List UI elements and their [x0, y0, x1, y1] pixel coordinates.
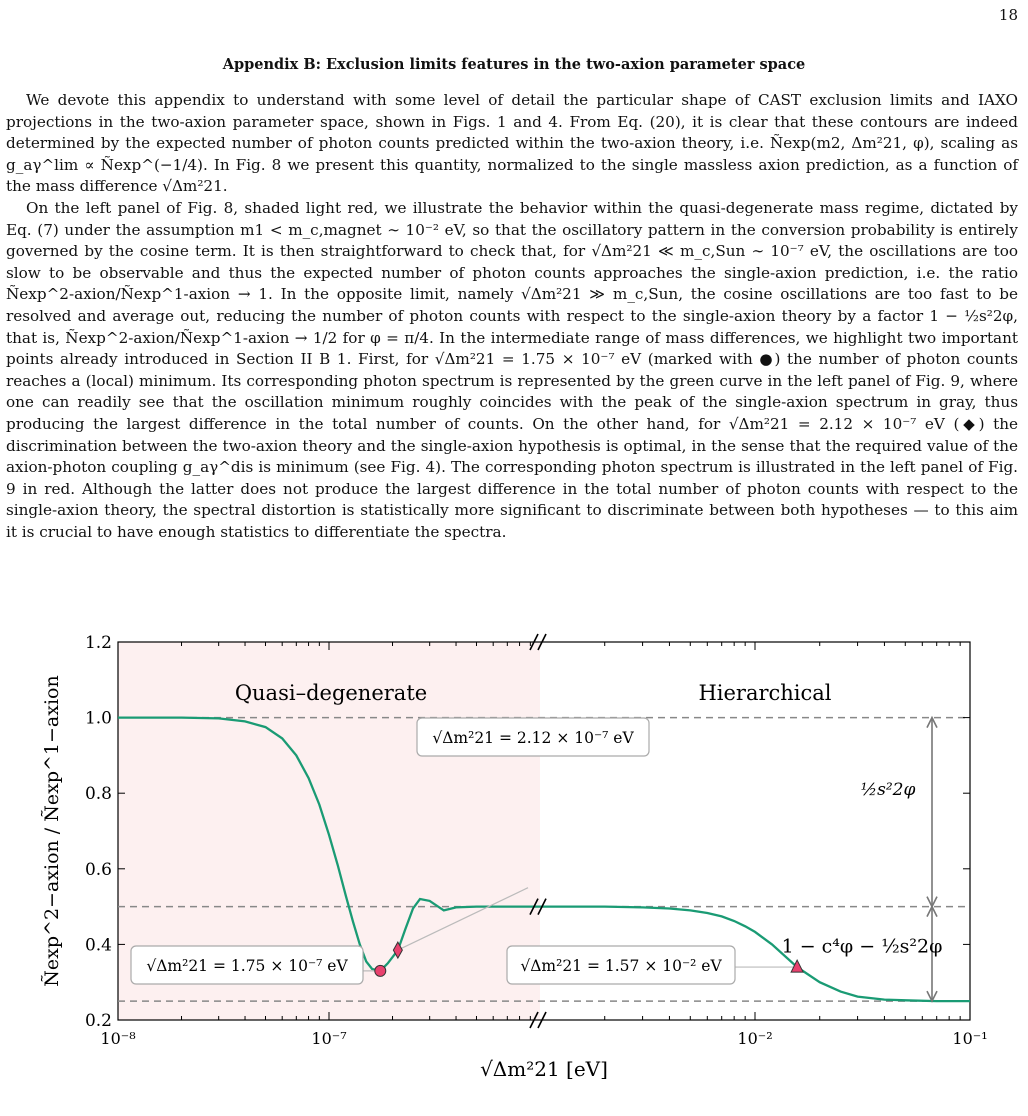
annotation-diamond-text: √Δm²21 = 2.12 × 10⁻⁷ eV [432, 729, 634, 747]
y-tick-label: 0.4 [84, 935, 112, 956]
region-label-hierarchical: Hierarchical [698, 681, 832, 705]
x-tick-label: 10⁻¹ [952, 1029, 988, 1048]
y-tick-label: 0.2 [84, 1011, 112, 1031]
bracket-label-upper: ½s²2φ [860, 780, 916, 801]
annotation-circle-text: √Δm²21 = 1.75 × 10⁻⁷ eV [146, 957, 348, 975]
x-tick-label: 10⁻⁸ [100, 1029, 136, 1048]
y-tick-label: 0.8 [84, 784, 112, 805]
bracket-label-lower: 1 − c⁴φ − ½s²2φ [781, 935, 943, 958]
x-tick-label: 10⁻⁷ [311, 1029, 347, 1048]
x-tick-label: 10⁻² [737, 1029, 773, 1048]
y-axis-label: Ñexp^2−axion / Ñexp^1−axion [41, 675, 63, 987]
y-tick-label: 0.6 [84, 859, 112, 880]
figure-8-chart [0, 628, 1028, 1098]
y-tick-label: 1.2 [84, 633, 112, 653]
marker-circle [375, 965, 386, 976]
page-number: 18 [998, 6, 1018, 24]
body-text [6, 90, 1018, 543]
region-label-quasi-degenerate: Quasi–degenerate [234, 681, 428, 705]
annotation-triangle-text: √Δm²21 = 1.57 × 10⁻² eV [520, 957, 722, 975]
paragraph-2: On the left panel of Fig. 8, shaded light red, we illustrate the behavior within the quasi-degenerate mass regime, dictated by Eq. (7) under the assumption m1 < m_c,magnet ∼ 10⁻² eV, so that the oscillatory pattern in the conversion probability is entirely governed by the cosine term. It is then straightforward to check that, for √Δm²21 ≪ m_c,Sun ∼ 10⁻⁷ eV, the oscillations are too slow to be observable and thus the expected number of photon counts approaches the single-axion prediction, i.e. the ratio Ñexp^2-axion/Ñexp^1-axion → 1. In the opposite limit, namely √Δm²21 ≫ m_c,Sun, the cosine oscillations are too fast to be resolved and average out, reducing the number of photon counts with respect to the single-axion theory by a factor 1 − ½s²2φ, that is, Ñexp^2-axion/Ñexp^1-axion → 1/2 for φ = π/4. In the intermediate range of mass differences, we highlight two important points already introduced in Section II B 1. First, for √Δm²21 = 1.75 × 10⁻⁷ eV (marked with ●) the number of photon counts reaches a (local) minimum. Its corresponding photon spectrum is represented by the green curve in the left panel of Fig. 9, where one can readily see that the oscillation minimum roughly coincides with the peak of the single-axion spectrum in gray, thus producing the largest difference in the total number of counts. On the other hand, for √Δm²21 = 2.12 × 10⁻⁷ eV (◆) the discrimination between the two-axion theory and the single-axion hypothesis is optimal, in the sense that the required value of the axion-photon coupling g_aγ^dis is minimum (see Fig. 4). The corresponding photon spectrum is illustrated in the left panel of Fig. 9 in red. Although the latter does not produce the largest difference in the total number of photon counts with respect to the single-axion theory, the spectral distortion is statistically more significant to discriminate between both hypotheses — to this aim it is crucial to have enough statistics to differentiate the spectra. [6, 198, 1018, 541]
appendix-heading: Appendix B: Exclusion limits features in the two-axion parameter space [222, 56, 806, 73]
y-tick-label: 1.0 [84, 708, 112, 729]
x-axis-label: √Δm²21 [eV] [480, 1057, 608, 1081]
paragraph-1: We devote this appendix to understand with some level of detail the particular shape of CAST exclusion limits and IAXO projections in the two-axion parameter space, shown in Figs. 1 and 4. From Eq. (20), it is clear that these contours are indeed determined by the expected number of photon counts predicted within the two-axion theory, i.e. Ñexp(m2, Δm²21, φ), scaling as g_aγ^lim ∝ Ñexp^(−1/4). In Fig. 8 we present this quantity, normalized to the single massless axion prediction, as a function of the mass difference √Δm²21. [6, 91, 1018, 196]
